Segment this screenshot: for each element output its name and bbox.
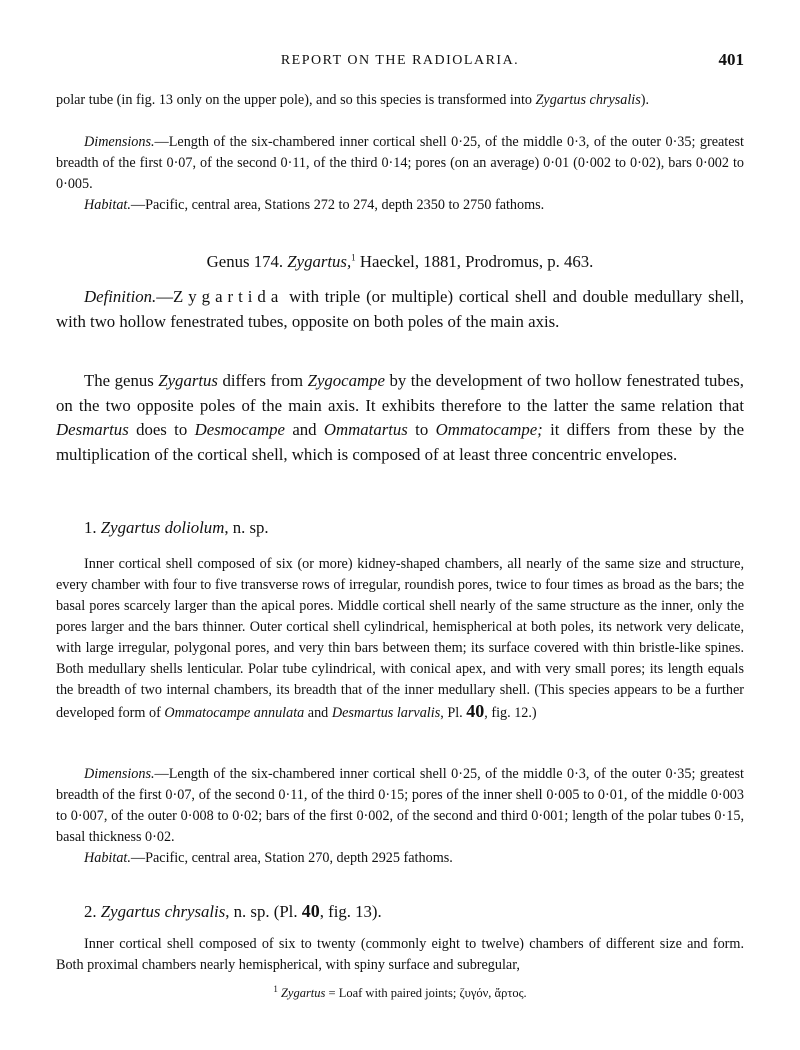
species-name: Zygartus chrysalis	[100, 902, 226, 921]
genus-paragraph	[56, 369, 744, 467]
habitat-text: —Pacific, central area, Stations 272 to 274, depth 2350 to 2750 fathoms.	[130, 197, 545, 213]
habitat-label: Habitat.	[84, 197, 131, 213]
footnote-number: 1	[273, 983, 278, 994]
definition-dash: —	[156, 287, 174, 306]
species-1-dimensions	[56, 764, 744, 848]
family-name: Zygartida	[173, 287, 284, 306]
taxon-name: Ommatocampe;	[435, 420, 543, 439]
text-run: and	[304, 705, 332, 721]
text-run: by the development of two hollow fenestrated tubes, on the two opposite poles of the main axis. It exhibits therefore to the latter the same relation that	[56, 371, 744, 415]
species-1-habitat	[56, 848, 744, 869]
species-heading-rest: , n. sp. (Pl.	[225, 902, 302, 921]
taxon-name: Desmocampe	[194, 420, 285, 439]
dimensions-paragraph	[56, 132, 744, 195]
genus-heading	[56, 250, 744, 275]
definition-text: with triple (or multiple) cortical shell and double medullary shell, with two hollow fenestrated tubes, opposite on both poles of the main axis.	[56, 287, 744, 331]
species-name: Zygartus doliolum	[100, 518, 225, 537]
text-run: does to	[128, 420, 195, 439]
genus-prefix: Genus 174.	[206, 252, 288, 271]
taxon-name: Desmartus	[56, 420, 129, 439]
definition-label: Definition.	[84, 287, 157, 306]
taxon-name: Ommatocampe annulata	[164, 705, 305, 721]
running-head: REPORT ON THE RADIOLARIA.	[280, 53, 520, 68]
text-run: and	[284, 420, 324, 439]
species-2-description	[56, 934, 744, 976]
dimensions-text: —Length of the six-chambered inner cortical shell 0·25, of the middle 0·3, of the outer 0·35; greatest breadth of the first 0·07, of the second 0·11, of the third 0·14; pores (on an average) 0·01 (0·002 to 0·02), bars 0·002 to 0·005.	[56, 134, 744, 192]
species-heading-rest: , n. sp.	[224, 518, 269, 537]
taxon-name: Desmartus larvalis	[331, 705, 441, 721]
page-header	[56, 50, 744, 74]
dimensions-label: Dimensions.	[84, 134, 155, 150]
text-run: to	[407, 420, 436, 439]
description-text: Inner cortical shell composed of six to twenty (commonly eight to twelve) chambers of different size and form. Both proximal chambers nearly hemispherical, with spiny surface and subregular,	[56, 936, 744, 973]
taxon-name: Zygartus chrysalis	[535, 92, 641, 108]
species-number: 2.	[84, 902, 101, 921]
species-heading-1	[84, 516, 744, 541]
habitat-label: Habitat.	[84, 850, 131, 866]
habitat-text: —Pacific, central area, Station 270, depth 2925 fathoms.	[130, 850, 453, 866]
footnote-marker: 1	[351, 252, 356, 263]
continued-paragraph	[56, 90, 744, 111]
habitat-paragraph	[56, 195, 744, 216]
dimensions-text: —Length of the six-chambered inner cortical shell 0·25, of the middle 0·3, of the outer 0·35; greatest breadth of the first 0·07, of the second 0·11, of the third 0·15; pores of the inner shell 0·005 to 0·01, of the middle 0·003 to 0·007, of the outer 0·008 to 0·02; bars of the first 0·002, of the second and third 0·001; length of the polar tubes 0·15, basal thickness 0·02.	[56, 766, 744, 845]
text-run: , Pl.	[440, 705, 467, 721]
taxon-name: Ommatartus	[323, 420, 408, 439]
dimensions-label: Dimensions.	[84, 766, 155, 782]
page-number: 401	[718, 50, 744, 69]
taxon-name: Zygartus	[158, 371, 218, 390]
species-1-description	[56, 554, 744, 724]
taxon-name: Zygocampe	[307, 371, 385, 390]
genus-name: Zygartus,	[287, 252, 352, 271]
species-heading-2	[84, 899, 744, 925]
footnote	[56, 983, 744, 1001]
species-heading-end: , fig. 13).	[319, 902, 382, 921]
species-number: 1.	[84, 518, 101, 537]
paragraph-text: polar tube (in fig. 13 only on the upper pole), and so this species is transformed into	[56, 92, 536, 108]
text-run: , fig. 12.)	[484, 705, 537, 721]
footnote-text: = Loaf with paired joints; ζυγόν, ἄρτος.	[325, 986, 527, 1000]
text-run: The genus	[84, 371, 159, 390]
footnote-taxon: Zygartus	[280, 986, 326, 1000]
genus-suffix: Haeckel, 1881, Prodromus, p. 463.	[355, 252, 594, 271]
definition-paragraph	[56, 285, 744, 334]
plate-number: 40	[466, 701, 485, 721]
text-run: it differs from these by the multiplication of the cortical shell, which is composed of at least three concentric envelopes.	[56, 420, 745, 464]
paragraph-end: ).	[640, 92, 650, 108]
description-text: Inner cortical shell composed of six (or more) kidney-shaped chambers, all nearly of the same size and structure, every chamber with four to five transverse rows of irregular, roundish pores, twice to four times as broad as the bars; the basal pores scarcely larger than the apical pores. Middle cortical shell nearly of the same structure as the inner, only the pores larger and the bars thinner. Outer cortical shell cylindrical, hemispherical at both poles, its network very delicate, with large irregular, polygonal pores, and very thin bars between them; its surface covered with thin bristle-like spines. Both medullary shells lenticular. Polar tube cylindrical, with conical apex, and with very small pores; its length equals the breadth of two internal chambers, its breadth that of the inner medullary shell. (This species appears to be a further developed form of	[56, 556, 744, 721]
text-run: differs from	[217, 371, 308, 390]
plate-number: 40	[301, 901, 320, 921]
